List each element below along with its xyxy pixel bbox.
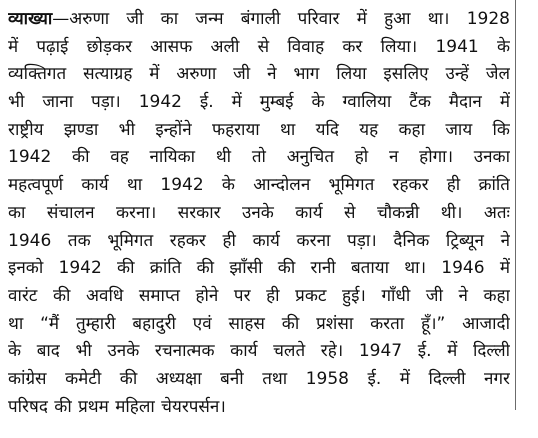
passage-line-12: था “मैं तुम्हारी बहादुरी एवं साहस की प्रशंसा करता हूँ।” आजादी — [8, 313, 510, 334]
passage-line-9: 1946 तक भूमिगत रहकर ही कार्य करना पड़ा। दैनिक ट्रिब्यून ने — [8, 230, 510, 251]
passage-line-4: भी जाना पड़ा। 1942 ई. में मुम्बई के ग्वालिया टैंक मैदान में — [8, 92, 510, 113]
passage-line-14: कांग्रेस कमेटी की अध्यक्षा बनी तथा 1958 ई. में दिल्ली नगर — [8, 368, 510, 389]
passage-line-2: में पढ़ाई छोड़कर आसफ अली से विवाह कर लिया। 1941 के — [8, 36, 510, 57]
explanation-passage — [8, 6, 510, 421]
passage-line-1-text: —अरुणा जी का जन्म बंगाली परिवार में हुआ था। 1928 — [52, 9, 510, 29]
passage-line-8: का संचालन करना। सरकार उनके कार्य से चौकन्नी थी। अतः — [8, 202, 510, 223]
passage-line-11: वारंट की अवधि समाप्त होने पर ही प्रकट हुई। गाँधी जी ने कहा — [8, 285, 510, 306]
passage-line-5: राष्ट्रीय झण्डा भी इन्होंने फहराया था यदि यह कहा जाय कि — [8, 119, 510, 140]
passage-heading: व्याख्या — [8, 9, 53, 29]
passage-line-7: महत्वपूर्ण कार्य था 1942 के आन्दोलन भूमिगत रहकर ही क्रांति — [8, 175, 510, 196]
passage-line-15: परिषद की प्रथम महिला चेयरपर्सन। — [8, 396, 226, 417]
passage-line-10: इनको 1942 की क्रांति की झाँसी की रानी बताया था। 1946 में — [8, 258, 510, 279]
passage-line-6: 1942 की वह नायिका थी तो अनुचित हो न होगा। उनका — [8, 147, 510, 168]
passage-line-13: के बाद भी उनके रचनात्मक कार्य चलते रहे। 1947 ई. में दिल्ली — [8, 341, 510, 362]
page-right-rule — [515, 0, 516, 410]
passage-line-1 — [8, 6, 510, 34]
passage-line-3: व्यक्तिगत सत्याग्रह में अरुणा जी ने भाग लिया इसलिए उन्हें जेल — [8, 64, 510, 85]
